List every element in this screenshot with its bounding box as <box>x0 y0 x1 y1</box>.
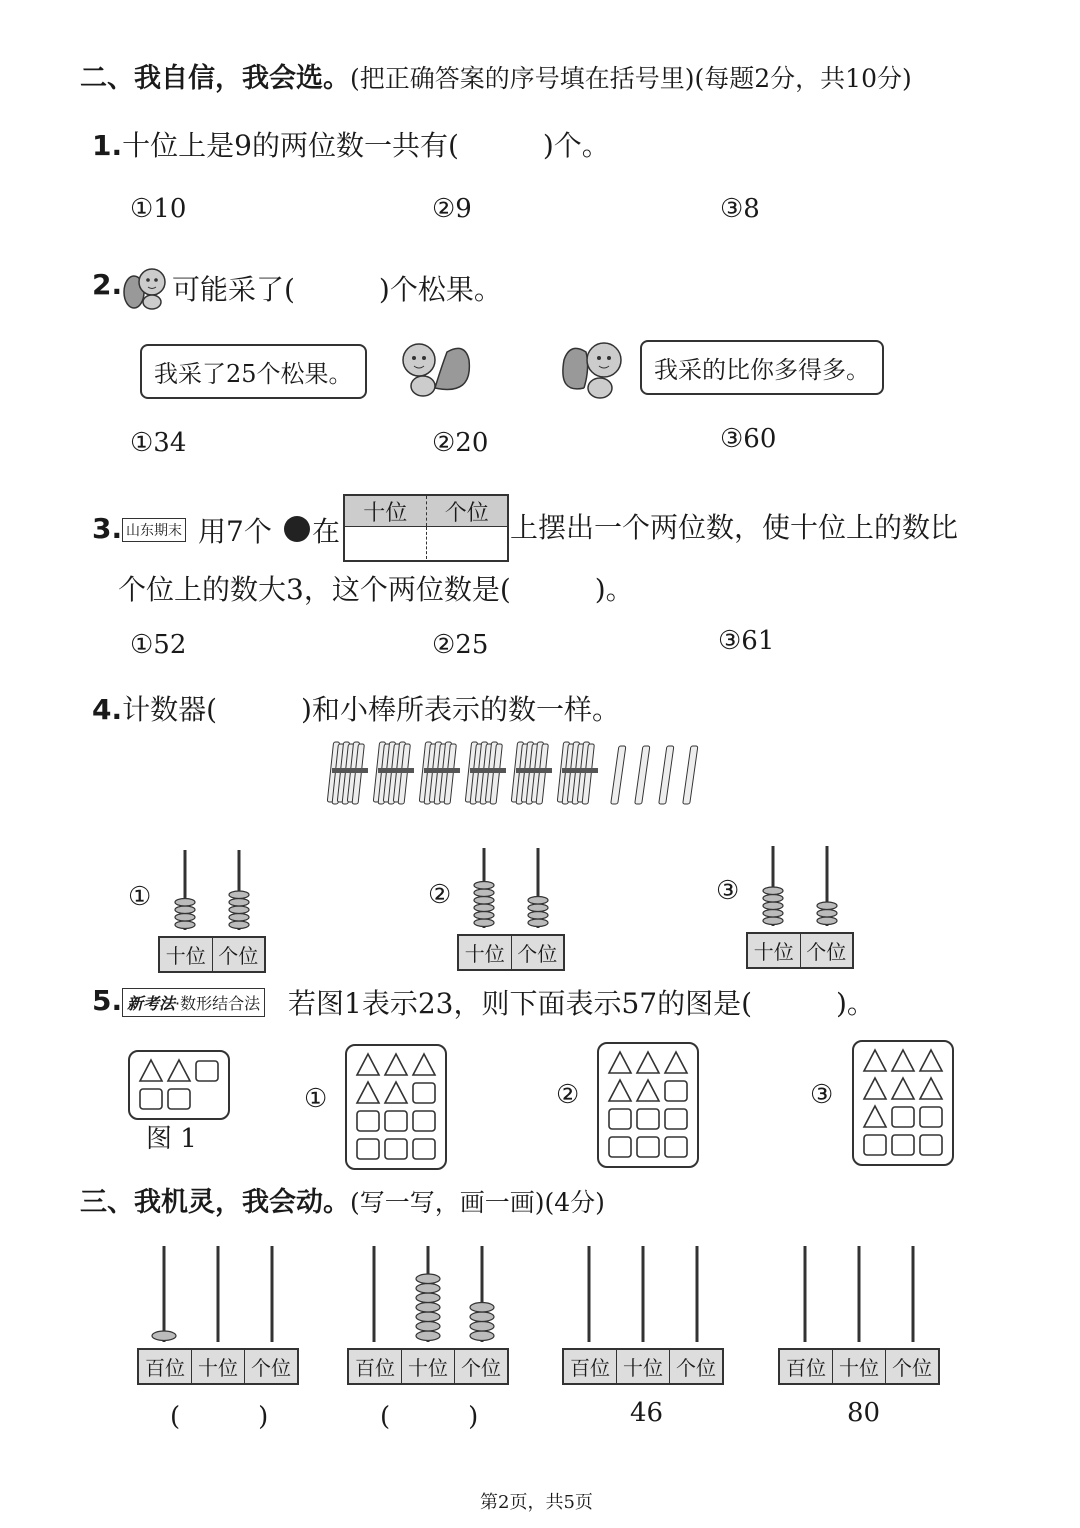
square-icon <box>862 1132 888 1158</box>
question-text: 十位上是9的两位数一共有( )个。 <box>122 129 610 162</box>
abacus-bead[interactable] <box>474 889 494 897</box>
triangle-icon <box>890 1048 916 1074</box>
q5-option-2[interactable]: ② <box>556 1080 580 1110</box>
abacus-place-label: 十位 <box>833 1350 886 1383</box>
answer-blank-1[interactable]: ( ) <box>170 1402 269 1432</box>
q1-option-2[interactable]: ②9 <box>432 194 472 224</box>
abacus-base <box>778 1348 940 1385</box>
section3-heading: 三、我机灵，我会动。 <box>80 1187 350 1218</box>
abacus-base <box>347 1348 509 1385</box>
abacus-bead[interactable] <box>763 902 783 910</box>
q3-option-3[interactable]: ③61 <box>718 626 775 656</box>
abacus-bead[interactable] <box>470 1312 494 1322</box>
speech-bubble-right: 我采的比你多得多。 <box>640 340 884 395</box>
abacus-rods <box>778 1246 940 1344</box>
q3-text-a: 用7个 <box>198 515 272 548</box>
abacus-base <box>158 936 266 973</box>
abacus-1 <box>137 1246 299 1385</box>
square-icon <box>918 1104 944 1130</box>
single-stick <box>611 746 626 804</box>
shape-figure-box <box>128 1050 230 1120</box>
triangle-icon <box>635 1078 661 1104</box>
shape-figure-box <box>345 1044 447 1170</box>
answer-blank-2[interactable]: ( ) <box>380 1402 479 1432</box>
abacus-bead[interactable] <box>152 1331 176 1341</box>
speech-bubble-left: 我采了25个松果。 <box>140 344 367 399</box>
abacus-bead[interactable] <box>175 921 195 929</box>
abacus-place-label: 十位 <box>617 1350 670 1383</box>
abacus-place-label: 个位 <box>806 940 847 964</box>
single-stick <box>683 746 698 804</box>
abacus-place-label: 个位 <box>517 942 558 966</box>
abacus-bead[interactable] <box>416 1284 440 1294</box>
q5-option-1[interactable]: ① <box>304 1084 328 1114</box>
abacus-bead[interactable] <box>763 895 783 903</box>
abacus-bead[interactable] <box>763 917 783 925</box>
section3-title <box>80 1180 605 1219</box>
abacus-bead[interactable] <box>474 897 494 905</box>
shape-figure-box <box>852 1040 954 1166</box>
triangle-icon <box>383 1080 409 1106</box>
square-icon <box>635 1106 661 1132</box>
abacus-bead[interactable] <box>474 904 494 912</box>
method-tag-rest: ·数形结合法 <box>175 994 261 1013</box>
abacus-4 <box>778 1246 940 1385</box>
triangle-icon <box>918 1048 944 1074</box>
question-number: 2. <box>92 268 123 301</box>
method-tag <box>122 988 265 1017</box>
question-text: 计数器( )和小棒所表示的数一样。 <box>122 693 620 726</box>
abacus-place-label: 十位 <box>192 1350 245 1383</box>
abacus-bead[interactable] <box>528 919 548 927</box>
abacus-bead[interactable] <box>229 914 249 922</box>
stick-bundle <box>465 742 506 804</box>
triangle-icon <box>138 1058 164 1084</box>
stick-bundle <box>557 742 598 804</box>
abacus-bead[interactable] <box>229 921 249 929</box>
section2-title <box>80 56 912 95</box>
black-counter-icon <box>284 516 310 542</box>
square-icon <box>663 1106 689 1132</box>
question-number: 1. <box>92 129 123 162</box>
abacus-base <box>746 932 854 969</box>
square-icon <box>918 1132 944 1158</box>
square-icon <box>890 1132 916 1158</box>
question-1 <box>92 124 610 164</box>
table-cell-tens <box>345 527 427 559</box>
abacus-bead[interactable] <box>175 899 195 907</box>
stick-bundle <box>511 742 552 804</box>
abacus-bead[interactable] <box>528 904 548 912</box>
triangle-icon <box>918 1076 944 1102</box>
q3-option-1[interactable]: ①52 <box>130 630 187 660</box>
square-icon <box>607 1106 633 1132</box>
source-tag: 山东期末 <box>122 518 186 542</box>
abacus-3-number: 46 <box>630 1398 664 1428</box>
abacus-place-label: 十位 <box>459 936 512 969</box>
section3-instructions: (写一写，画一画)(4分) <box>350 1188 605 1217</box>
abacus-place-label: 个位 <box>892 1356 932 1380</box>
abacus-3 <box>562 1246 724 1385</box>
abacus-bead[interactable] <box>817 910 837 918</box>
q3-text-d: 个位上的数大3，这个两位数是( )。 <box>118 573 634 606</box>
question-4 <box>92 688 620 728</box>
squirrel-icon <box>122 262 170 310</box>
triangle-icon <box>383 1052 409 1078</box>
stick-bundle <box>419 742 460 804</box>
square-icon <box>663 1078 689 1104</box>
question-number: 5. <box>92 984 123 1017</box>
square-icon <box>411 1108 437 1134</box>
square-icon <box>635 1134 661 1160</box>
abacus-bead[interactable] <box>416 1293 440 1303</box>
abacus-bead[interactable] <box>528 897 548 905</box>
squirrel-icon <box>560 336 638 400</box>
abacus-bead[interactable] <box>229 899 249 907</box>
q4-option-3[interactable]: ③ <box>716 876 740 906</box>
abacus-bead[interactable] <box>175 914 195 922</box>
square-icon <box>411 1136 437 1162</box>
triangle-icon <box>663 1050 689 1076</box>
abacus-place-label: 百位 <box>139 1350 192 1383</box>
stick-bundle <box>327 742 368 804</box>
abacus-bead[interactable] <box>817 902 837 910</box>
abacus-rods <box>347 1246 509 1344</box>
q1-option-1[interactable]: ①10 <box>130 194 187 224</box>
abacus-bead[interactable] <box>474 919 494 927</box>
abacus-bead[interactable] <box>229 906 249 914</box>
abacus-rods <box>137 1246 299 1344</box>
abacus-place-label: 百位 <box>780 1350 833 1383</box>
triangle-icon <box>607 1078 633 1104</box>
abacus-place-label: 十位 <box>160 938 213 971</box>
table-header-ones: 个位 <box>444 501 489 526</box>
triangle-icon <box>635 1050 661 1076</box>
square-icon <box>383 1136 409 1162</box>
q5-text: 若图1表示23，则下面表示57的图是( )。 <box>288 987 875 1020</box>
square-icon <box>138 1086 164 1112</box>
abacus-base <box>457 934 565 971</box>
figure-option-1 <box>345 1044 447 1170</box>
abacus-bead[interactable] <box>416 1331 440 1341</box>
square-icon <box>166 1086 192 1112</box>
abacus-bead[interactable] <box>470 1303 494 1313</box>
abacus-option-3 <box>746 846 854 969</box>
abacus-bead[interactable] <box>470 1322 494 1332</box>
abacus-place-label: 个位 <box>676 1356 716 1380</box>
triangle-icon <box>890 1076 916 1102</box>
question-3 <box>92 512 122 545</box>
abacus-bead[interactable] <box>416 1303 440 1313</box>
triangle-icon <box>355 1052 381 1078</box>
abacus-bead[interactable] <box>470 1331 494 1341</box>
triangle-icon <box>607 1050 633 1076</box>
triangle-icon <box>355 1080 381 1106</box>
abacus-bead[interactable] <box>528 912 548 920</box>
abacus-place-label: 个位 <box>461 1356 501 1380</box>
abacus-place-label: 个位 <box>251 1356 291 1380</box>
abacus-option-1 <box>158 850 266 973</box>
abacus-rods <box>746 846 854 928</box>
page-footer: 第2页，共5页 <box>480 1492 593 1513</box>
square-icon <box>355 1136 381 1162</box>
figure-1 <box>128 1050 230 1120</box>
figure-option-2 <box>597 1042 699 1168</box>
square-icon <box>411 1080 437 1106</box>
abacus-bead[interactable] <box>416 1322 440 1332</box>
q1-option-3[interactable]: ③8 <box>720 194 760 224</box>
figure-1-label: 图 1 <box>146 1124 197 1154</box>
squirrel-icon <box>395 338 475 400</box>
q5-option-3[interactable]: ③ <box>810 1080 834 1110</box>
question-number: 4. <box>92 693 123 726</box>
single-stick <box>659 746 674 804</box>
triangle-icon <box>862 1076 888 1102</box>
triangle-icon <box>411 1052 437 1078</box>
method-tag-bold: 新考法 <box>127 994 176 1013</box>
q3-text-b: 在 <box>312 515 341 548</box>
place-value-table <box>343 494 509 562</box>
question-2 <box>92 268 122 301</box>
shape-figure-box <box>597 1042 699 1168</box>
triangle-icon <box>862 1104 888 1130</box>
square-icon <box>194 1058 220 1084</box>
question-number: 3. <box>92 512 123 545</box>
abacus-base <box>562 1348 724 1385</box>
abacus-bead[interactable] <box>474 882 494 890</box>
abacus-place-label: 十位 <box>402 1350 455 1383</box>
abacus-rods <box>158 850 266 932</box>
square-icon <box>355 1108 381 1134</box>
q2-option-2[interactable]: ②20 <box>432 428 489 458</box>
q4-option-2[interactable]: ② <box>428 880 452 910</box>
abacus-base <box>137 1348 299 1385</box>
abacus-bead[interactable] <box>229 891 249 899</box>
square-icon <box>663 1134 689 1160</box>
abacus-bead[interactable] <box>817 917 837 925</box>
figure-option-3 <box>852 1040 954 1166</box>
abacus-4-number: 80 <box>847 1398 881 1428</box>
stick-bundle <box>373 742 414 804</box>
q2-option-1[interactable]: ①34 <box>130 428 187 458</box>
q4-option-1[interactable]: ① <box>128 882 152 912</box>
square-icon <box>890 1104 916 1130</box>
abacus-2 <box>347 1246 509 1385</box>
triangle-icon <box>862 1048 888 1074</box>
table-header-tens: 十位 <box>345 496 427 526</box>
abacus-bead[interactable] <box>175 906 195 914</box>
square-icon <box>607 1134 633 1160</box>
abacus-place-label: 百位 <box>349 1350 402 1383</box>
abacus-bead[interactable] <box>474 912 494 920</box>
question-5 <box>92 984 122 1017</box>
section2-heading: 二、我自信，我会选。 <box>80 63 350 94</box>
q3-text-c: 上摆出一个两位数，使十位上的数比 <box>510 511 959 544</box>
abacus-place-label: 十位 <box>748 934 801 967</box>
q3-option-2[interactable]: ②25 <box>432 630 489 660</box>
abacus-rods <box>562 1246 724 1344</box>
abacus-bead[interactable] <box>763 887 783 895</box>
section2-instructions: (把正确答案的序号填在括号里)(每题2分，共10分) <box>350 64 912 93</box>
table-cell-ones <box>427 527 508 559</box>
abacus-bead[interactable] <box>763 910 783 918</box>
abacus-bead[interactable] <box>416 1312 440 1322</box>
abacus-rods <box>457 848 565 930</box>
abacus-place-label: 百位 <box>564 1350 617 1383</box>
counting-sticks <box>330 738 710 810</box>
abacus-option-2 <box>457 848 565 971</box>
question-2-text: 可能采了( )个松果。 <box>172 273 502 306</box>
triangle-icon <box>166 1058 192 1084</box>
square-icon <box>383 1108 409 1134</box>
single-stick <box>635 746 650 804</box>
abacus-place-label: 个位 <box>218 944 259 968</box>
abacus-bead[interactable] <box>416 1274 440 1284</box>
q2-option-3[interactable]: ③60 <box>720 424 777 454</box>
